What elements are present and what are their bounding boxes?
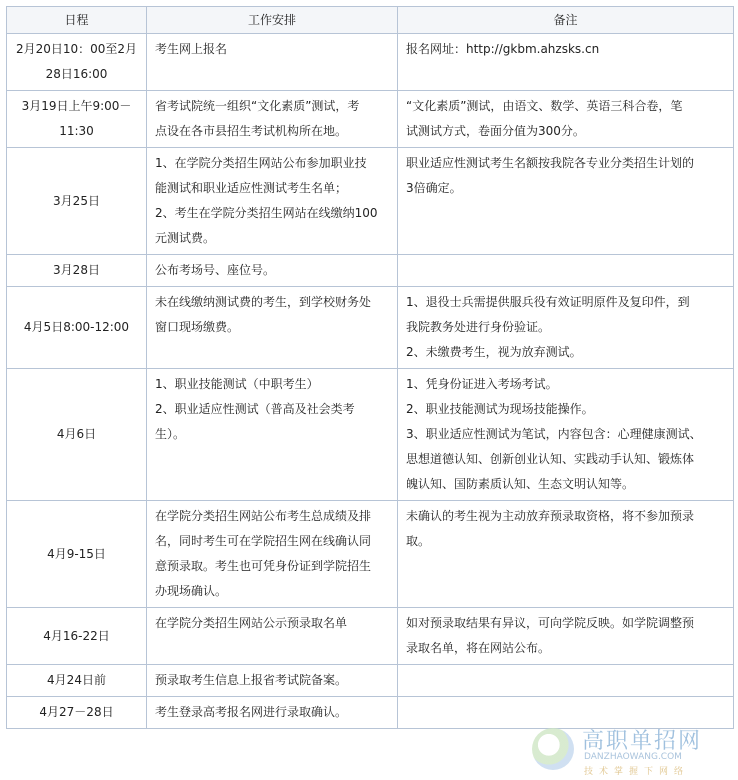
schedule-date-cell [7,148,147,255]
schedule-date-cell [7,34,147,91]
schedule-date-cell [7,608,147,665]
work-arrangement-cell [147,34,398,91]
cell-text-line: 如对预录取结果有异议，可向学院反映。如学院调整预 [406,616,695,630]
schedule-date-cell [7,697,147,729]
cell-text-line: 1、在学院分类招生网站公布参加职业技 [155,156,367,170]
cell-text-line: 考生登录高考报名网进行录取确认。 [155,705,348,719]
cell-text-line: 考生网上报名 [155,42,228,56]
cell-text-line: 省考试院统一组织“文化素质”测试，考 [155,99,360,113]
work-arrangement-cell [147,665,398,697]
table-row [7,91,734,148]
site-watermark [532,722,732,778]
cell-text-line: 4月24日前 [47,673,106,687]
remark-cell [398,369,734,501]
cell-text-line: 4月6日 [56,427,97,441]
cell-text-line: 预录取考生信息上报省考试院备案。 [155,673,348,687]
remark-cell [398,148,734,255]
work-arrangement-cell [147,287,398,369]
cell-text-line: 魄认知、国防素质认知、生态文明认知等。 [406,477,635,491]
cell-text-line: 4月9-15日 [47,546,106,561]
remark-cell [398,34,734,91]
cell-text-line: 2月20日10：00至2月 [15,42,138,56]
cell-text-line: 3月19日上午9:00－ [21,99,132,113]
cell-text-line: 名，同时考生可在学院招生网在线确认同 [155,534,372,548]
table-row [7,501,734,608]
cell-text-line: 公布考场号、座位号。 [155,263,276,277]
work-arrangement-cell [147,501,398,608]
watermark-title: 高职单招网 [582,729,703,754]
remark-cell [398,665,734,697]
schedule-date-cell [7,287,147,369]
cell-text-line: 3月25日 [53,193,100,208]
cell-text-line: 未在线缴纳测试费的考生，到学校财务处 [155,295,372,309]
cell-text-line: 3倍确定。 [406,181,462,195]
cell-text-line: 职业适应性测试考生名额按我院各专业分类招生计划的 [406,156,695,170]
cell-text-line: 1、职业技能测试（中职考生） [155,377,319,391]
remark-cell [398,287,734,369]
table-row [7,608,734,665]
cell-text-line: 2、考生在学院分类招生网站在线缴纳100 [155,206,378,220]
remark-cell [398,697,734,729]
cell-text-line: 办现场确认。 [155,584,228,598]
table-row [7,34,734,91]
schedule-date-cell [7,369,147,501]
header-note: 备注 [398,7,734,34]
cell-text-line: 意预录取。考生也可凭身份证到学院招生 [155,559,372,573]
cell-text-line: 4月16-22日 [43,628,110,643]
cell-text-line: 1、退役士兵需提供服兵役有效证明原件及复印件，到 [406,295,690,309]
cell-text-line: 点设在各市县招生考试机构所在地。 [155,124,348,138]
header-date: 日程 [7,7,147,34]
table-row [7,255,734,287]
cell-text-line: 3月28日 [53,263,100,277]
cell-text-line: 元测试费。 [155,231,216,245]
work-arrangement-cell [147,255,398,287]
watermark-slogan: 技术掌握下网络 [584,767,690,777]
cell-text-line: 试测试方式，卷面分值为300分。 [406,124,585,138]
cell-text-line: 3、职业适应性测试为笔试，内容包含：心理健康测试、 [406,427,702,441]
remark-cell [398,255,734,287]
cell-text-line: 11:30 [59,124,94,138]
schedule-date-cell [7,501,147,608]
cell-text-line: 在学院分类招生网站公示预录取名单 [155,616,348,630]
cell-text-line: 窗口现场缴费。 [155,320,240,334]
table-row [7,148,734,255]
work-arrangement-cell [147,608,398,665]
header-row [7,7,734,34]
cell-text-line: 生）。 [155,427,186,441]
cell-text-line: 4月5日8:00-12:00 [23,320,130,334]
remark-cell [398,608,734,665]
cell-text-line: 2、职业适应性测试（普高及社会类考 [155,402,355,416]
schedule-date-cell [7,665,147,697]
schedule-date-cell [7,255,147,287]
table-row [7,287,734,369]
work-arrangement-cell [147,91,398,148]
cell-text-line: 能测试和职业适应性测试考生名单； [155,181,348,195]
table-row [7,369,734,501]
table-row [7,665,734,697]
cell-text-line: “文化素质”测试，由语文、数学、英语三科合卷，笔 [406,99,683,113]
watermark-url: DANZHAOWANG.COM [584,752,682,762]
cell-text-line: 2、未缴费考生，视为放弃测试。 [406,345,582,359]
cell-text-line: 1、凭身份证进入考场考试。 [406,377,558,391]
header-work: 工作安排 [147,7,398,34]
cell-text-line: 28日16:00 [45,67,108,81]
cell-text-line: 录取名单，将在网站公布。 [406,641,551,655]
cell-text-line: 我院教务处进行身份验证。 [406,320,551,334]
remark-cell [398,501,734,608]
table-row [7,697,734,729]
work-arrangement-cell [147,148,398,255]
remark-cell [398,91,734,148]
cell-text-line: 2、职业技能测试为现场技能操作。 [406,402,594,416]
watermark-logo-icon [532,728,574,770]
cell-text-line: 4月27－28日 [39,705,114,719]
cell-text-line: 报名网址：http://gkbm.ahzsks.cn [406,42,600,56]
cell-text-line: 思想道德认知、创新创业认知、实践动手认知、锻炼体 [406,452,695,466]
schedule-date-cell [7,91,147,148]
cell-text-line: 取。 [406,534,431,548]
cell-text-line: 未确认的考生视为主动放弃预录取资格，将不参加预录 [406,509,695,523]
schedule-table [6,6,734,729]
work-arrangement-cell [147,697,398,729]
cell-text-line: 在学院分类招生网站公布考生总成绩及排 [155,509,372,523]
work-arrangement-cell [147,369,398,501]
